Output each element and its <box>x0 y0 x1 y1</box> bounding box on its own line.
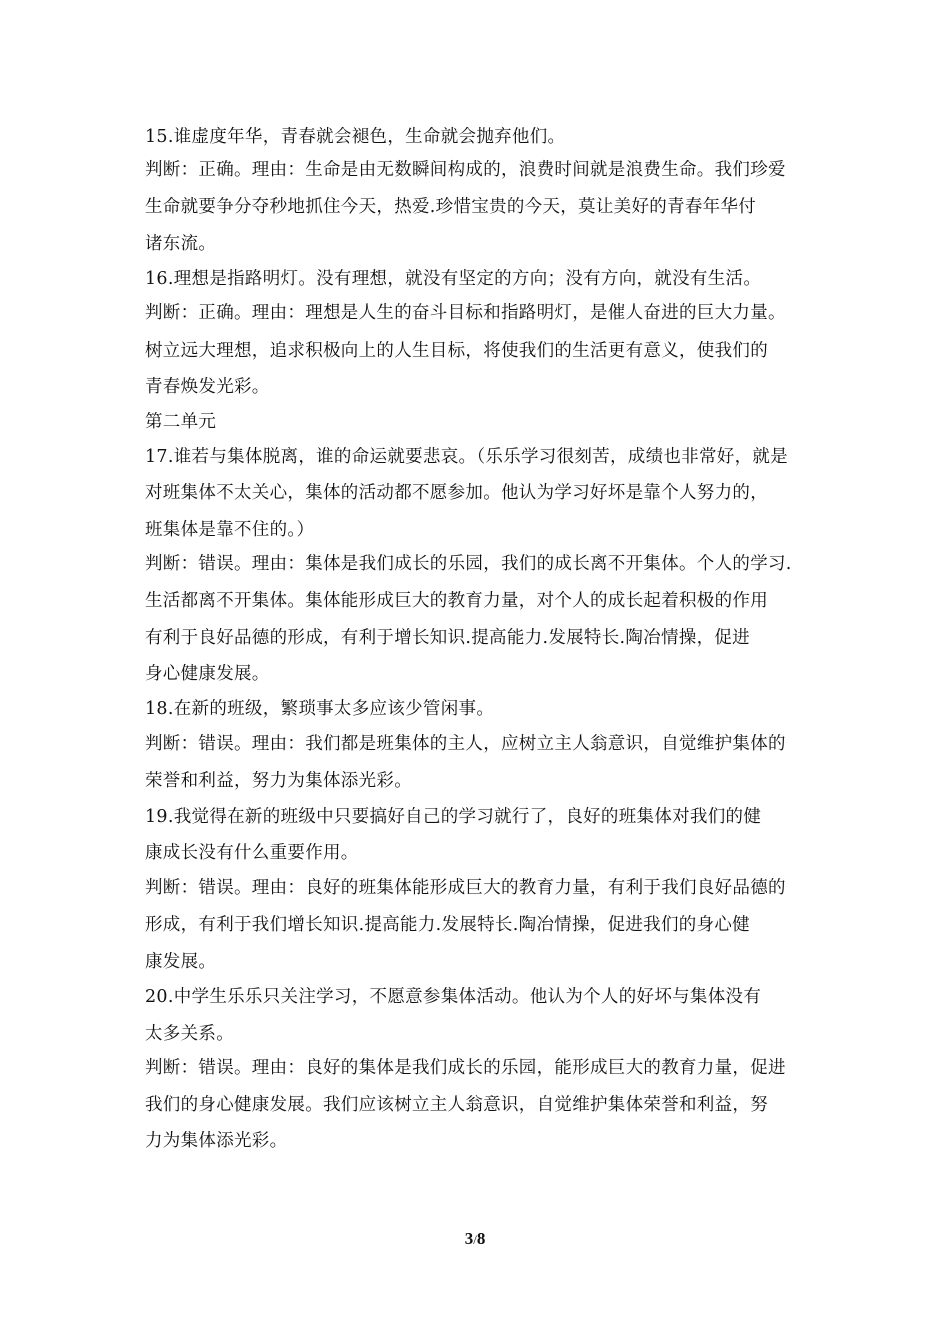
text-line: 判断：错误。理由：良好的班集体能形成巨大的教育力量，有利于我们良好品德的 <box>145 878 786 898</box>
text-line: 树立远大理想，追求积极向上的人生目标，将使我们的生活更有意义，使我们的 <box>145 341 768 361</box>
text-line: 太多关系。 <box>145 1024 234 1044</box>
current-page: 3 <box>464 1229 474 1248</box>
text-line: 青春焕发光彩。 <box>145 377 270 397</box>
text-line: 判断：正确。理由：生命是由无数瞬间构成的，浪费时间就是浪费生命。我们珍爱 <box>145 160 786 180</box>
text-line: 对班集体不太关心，集体的活动都不愿参加。他认为学习好坏是靠个人努力的， <box>145 483 768 503</box>
text-line: 生命就要争分夺秒地抓住今天，热爱.珍惜宝贵的今天，莫让美好的青春年华付 <box>145 197 757 217</box>
text-line: 有利于良好品德的形成，有利于增长知识.提高能力.发展特长.陶冶情操，促进 <box>145 628 750 648</box>
text-line: 我们的身心健康发展。我们应该树立主人翁意识，自觉维护集体荣誉和利益，努 <box>145 1095 768 1115</box>
page-number <box>0 1228 950 1251</box>
text-line: 诸东流。 <box>145 234 217 254</box>
text-line: 15.谁虚度年华，青春就会褪色，生命就会抛弃他们。 <box>145 127 566 147</box>
text-line: 班集体是靠不住的。） <box>145 520 315 540</box>
section-heading: 第二单元 <box>145 412 217 432</box>
text-line: 生活都离不开集体。集体能形成巨大的教育力量，对个人的成长起着积极的作用 <box>145 591 768 611</box>
text-line: 荣誉和利益，努力为集体添光彩。 <box>145 771 412 791</box>
total-pages: 8 <box>476 1229 486 1248</box>
text-line: 判断：错误。理由：集体是我们成长的乐园，我们的成长离不开集体。个人的学习. <box>145 554 792 574</box>
text-line: 康成长没有什么重要作用。 <box>145 843 359 863</box>
text-line: 康发展。 <box>145 952 217 972</box>
text-line: 判断：错误。理由：我们都是班集体的主人，应树立主人翁意识，自觉维护集体的 <box>145 734 786 754</box>
text-line: 18.在新的班级，繁琐事太多应该少管闲事。 <box>145 699 495 719</box>
text-line: 17.谁若与集体脱离，谁的命运就要悲哀。（乐乐学习很刻苦，成绩也非常好，就是 <box>145 447 788 467</box>
text-line: 身心健康发展。 <box>145 664 270 684</box>
text-line: 16.理想是指路明灯。没有理想，就没有坚定的方向；没有方向，就没有生活。 <box>145 269 762 289</box>
text-line: 判断：正确。理由：理想是人生的奋斗目标和指路明灯，是催人奋进的巨大力量。 <box>145 303 786 323</box>
text-line: 判断：错误。理由：良好的集体是我们成长的乐园，能形成巨大的教育力量，促进 <box>145 1058 786 1078</box>
page-separator: / <box>473 1232 477 1247</box>
text-line: 形成，有利于我们增长知识.提高能力.发展特长.陶冶情操，促进我们的身心健 <box>145 915 750 935</box>
text-line: 20.中学生乐乐只关注学习，不愿意参集体活动。他认为个人的好坏与集体没有 <box>145 987 762 1007</box>
text-line: 力为集体添光彩。 <box>145 1131 288 1151</box>
text-line: 19.我觉得在新的班级中只要搞好自己的学习就行了，良好的班集体对我们的健 <box>145 807 762 827</box>
